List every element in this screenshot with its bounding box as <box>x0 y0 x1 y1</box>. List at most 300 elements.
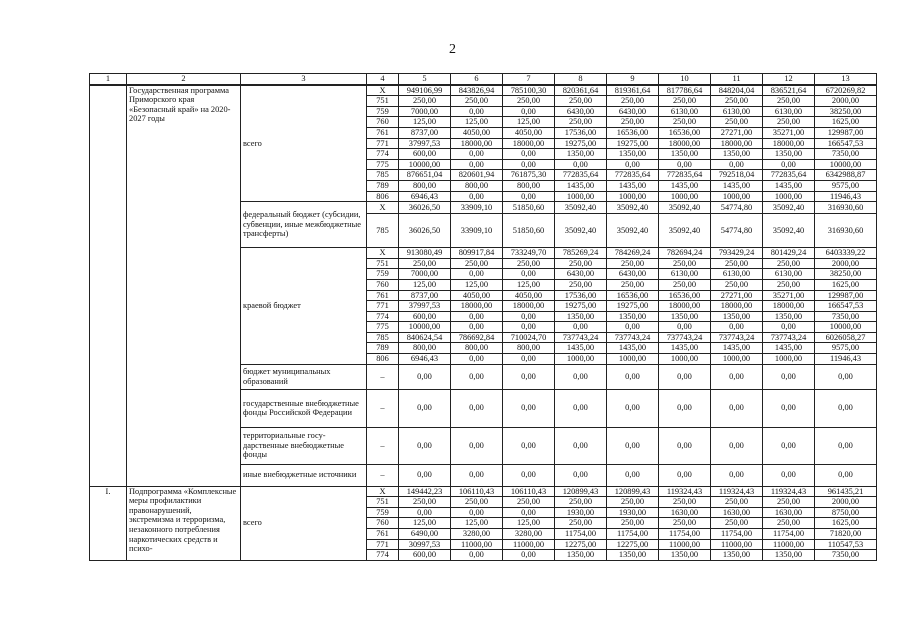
value-cell: 4050,00 <box>503 127 555 138</box>
value-cell: 0,00 <box>503 159 555 170</box>
value-cell: 761875,30 <box>503 170 555 181</box>
value-cell: 0,00 <box>399 464 451 486</box>
value-cell: 250,00 <box>607 279 659 290</box>
value-cell: 1435,00 <box>555 343 607 354</box>
value-cell: 0,00 <box>503 389 555 427</box>
value-cell: 600,00 <box>399 149 451 160</box>
value-cell: 1435,00 <box>607 343 659 354</box>
value-cell: 737743,24 <box>555 332 607 343</box>
value-cell: 35271,00 <box>763 127 815 138</box>
value-cell: 0,00 <box>555 427 607 464</box>
value-cell: 18000,00 <box>659 138 711 149</box>
value-cell: 843826,94 <box>451 85 503 96</box>
value-cell: 7350,00 <box>815 550 877 561</box>
value-cell: 1000,00 <box>763 191 815 202</box>
value-cell: 1350,00 <box>607 550 659 561</box>
value-cell: 16536,00 <box>659 127 711 138</box>
value-cell: 11000,00 <box>451 539 503 550</box>
value-cell: 33909,10 <box>451 214 503 248</box>
value-cell: 125,00 <box>503 279 555 290</box>
code-cell: – <box>367 464 399 486</box>
code-cell: 789 <box>367 180 399 191</box>
value-cell: 6130,00 <box>659 269 711 280</box>
value-cell: 250,00 <box>659 96 711 107</box>
value-cell: 1625,00 <box>815 117 877 128</box>
value-cell: 18000,00 <box>451 138 503 149</box>
column-number: 1 <box>90 74 127 85</box>
value-cell: 0,00 <box>503 354 555 365</box>
value-cell: 2000,00 <box>815 497 877 508</box>
funding-source-cell: государственные внебюджетные фонды Российской Федерации <box>241 389 367 427</box>
value-cell: 0,00 <box>503 191 555 202</box>
code-cell: 774 <box>367 149 399 160</box>
code-cell: 785 <box>367 214 399 248</box>
column-number: 11 <box>711 74 763 85</box>
column-number: 10 <box>659 74 711 85</box>
value-cell: 125,00 <box>399 279 451 290</box>
value-cell: 0,00 <box>451 311 503 322</box>
value-cell: 250,00 <box>399 258 451 269</box>
row-number-cell <box>90 85 127 486</box>
value-cell: 27271,00 <box>711 290 763 301</box>
value-cell: 0,00 <box>763 322 815 333</box>
value-cell: 18000,00 <box>451 301 503 312</box>
value-cell: 801429,24 <box>763 248 815 259</box>
value-cell: 792518,04 <box>711 170 763 181</box>
value-cell: 18000,00 <box>763 138 815 149</box>
value-cell: 12275,00 <box>607 539 659 550</box>
value-cell: 2000,00 <box>815 96 877 107</box>
value-cell: 1350,00 <box>711 311 763 322</box>
value-cell: 2000,00 <box>815 258 877 269</box>
value-cell: 0,00 <box>503 364 555 389</box>
value-cell: 11754,00 <box>763 529 815 540</box>
value-cell: 733249,70 <box>503 248 555 259</box>
value-cell: 11000,00 <box>763 539 815 550</box>
value-cell: 19275,00 <box>607 138 659 149</box>
value-cell: 1435,00 <box>711 180 763 191</box>
value-cell: 18000,00 <box>763 301 815 312</box>
value-cell: 0,00 <box>815 427 877 464</box>
value-cell: 51850,60 <box>503 214 555 248</box>
code-cell: 751 <box>367 96 399 107</box>
value-cell: 33909,10 <box>451 202 503 214</box>
value-cell: 250,00 <box>711 96 763 107</box>
value-cell: 120899,43 <box>607 486 659 497</box>
value-cell: 737743,24 <box>711 332 763 343</box>
value-cell: 35092,40 <box>659 214 711 248</box>
value-cell: 737743,24 <box>659 332 711 343</box>
code-cell: 785 <box>367 170 399 181</box>
value-cell: 819361,64 <box>607 85 659 96</box>
table-header <box>89 73 877 85</box>
code-cell: 759 <box>367 106 399 117</box>
value-cell: 18000,00 <box>711 138 763 149</box>
value-cell: 149442,23 <box>399 486 451 497</box>
value-cell: 250,00 <box>763 117 815 128</box>
value-cell: 54774,80 <box>711 214 763 248</box>
value-cell: 0,00 <box>503 464 555 486</box>
value-cell: 250,00 <box>555 117 607 128</box>
value-cell: 1000,00 <box>659 354 711 365</box>
value-cell: 0,00 <box>451 322 503 333</box>
value-cell: 600,00 <box>399 550 451 561</box>
column-number: 5 <box>399 74 451 85</box>
value-cell: 250,00 <box>607 518 659 529</box>
table-body <box>89 85 868 561</box>
value-cell: 250,00 <box>555 258 607 269</box>
value-cell: 10000,00 <box>815 322 877 333</box>
code-cell: 760 <box>367 279 399 290</box>
value-cell: 17536,00 <box>555 127 607 138</box>
value-cell: 0,00 <box>659 427 711 464</box>
code-cell: 789 <box>367 343 399 354</box>
value-cell: 250,00 <box>503 96 555 107</box>
value-cell: 0,00 <box>451 507 503 518</box>
value-cell: 250,00 <box>763 279 815 290</box>
value-cell: 11000,00 <box>659 539 711 550</box>
value-cell: 6430,00 <box>607 269 659 280</box>
code-cell: 771 <box>367 138 399 149</box>
value-cell: 0,00 <box>607 322 659 333</box>
value-cell: 6430,00 <box>555 106 607 117</box>
value-cell: 1630,00 <box>659 507 711 518</box>
value-cell: 7000,00 <box>399 269 451 280</box>
code-cell: X <box>367 202 399 214</box>
value-cell: 125,00 <box>399 117 451 128</box>
value-cell: 0,00 <box>711 389 763 427</box>
value-cell: 1435,00 <box>711 343 763 354</box>
value-cell: 6342988,87 <box>815 170 877 181</box>
value-cell: 35092,40 <box>763 202 815 214</box>
value-cell: 0,00 <box>555 389 607 427</box>
value-cell: 250,00 <box>399 497 451 508</box>
value-cell: 0,00 <box>555 464 607 486</box>
value-cell: 1435,00 <box>555 180 607 191</box>
value-cell: 35092,40 <box>607 214 659 248</box>
value-cell: 0,00 <box>763 389 815 427</box>
value-cell: 820361,64 <box>555 85 607 96</box>
value-cell: 1930,00 <box>607 507 659 518</box>
value-cell: 1000,00 <box>763 354 815 365</box>
program-title-cell: Государственная программа Приморского края «Безопасный край» на 2020-2027 годы <box>127 85 241 486</box>
value-cell: 6490,00 <box>399 529 451 540</box>
value-cell: 1000,00 <box>711 354 763 365</box>
value-cell: 800,00 <box>451 180 503 191</box>
column-number: 6 <box>451 74 503 85</box>
value-cell: 0,00 <box>763 464 815 486</box>
value-cell: 1000,00 <box>659 191 711 202</box>
code-cell: 806 <box>367 191 399 202</box>
value-cell: 1350,00 <box>607 149 659 160</box>
value-cell: 793429,24 <box>711 248 763 259</box>
value-cell: 913080,49 <box>399 248 451 259</box>
value-cell: 166547,53 <box>815 138 877 149</box>
value-cell: 250,00 <box>711 279 763 290</box>
value-cell: 772835,64 <box>555 170 607 181</box>
value-cell: 772835,64 <box>763 170 815 181</box>
value-cell: 19275,00 <box>555 138 607 149</box>
column-number: 13 <box>815 74 877 85</box>
value-cell: 10000,00 <box>815 159 877 170</box>
value-cell: 250,00 <box>659 279 711 290</box>
value-cell: 6130,00 <box>763 106 815 117</box>
value-cell: 11754,00 <box>659 529 711 540</box>
value-cell: 18000,00 <box>711 301 763 312</box>
value-cell: 1350,00 <box>607 311 659 322</box>
code-cell: – <box>367 364 399 389</box>
value-cell: 250,00 <box>555 96 607 107</box>
value-cell: 809917,84 <box>451 248 503 259</box>
value-cell: 0,00 <box>711 364 763 389</box>
value-cell: 0,00 <box>399 364 451 389</box>
value-cell: 9575,00 <box>815 343 877 354</box>
program-block <box>89 85 877 487</box>
value-cell: 119324,43 <box>763 486 815 497</box>
value-cell: 4050,00 <box>451 127 503 138</box>
value-cell: 1435,00 <box>763 180 815 191</box>
value-cell: 250,00 <box>659 518 711 529</box>
row-number-cell: I. <box>90 486 127 560</box>
value-cell: 0,00 <box>607 159 659 170</box>
value-cell: 0,00 <box>555 159 607 170</box>
value-cell: 1350,00 <box>711 149 763 160</box>
value-cell: 0,00 <box>503 322 555 333</box>
value-cell: 18000,00 <box>659 301 711 312</box>
value-cell: 250,00 <box>763 96 815 107</box>
subprogram-block <box>89 486 877 561</box>
value-cell: 11000,00 <box>503 539 555 550</box>
value-cell: 37997,53 <box>399 301 451 312</box>
value-cell: 19275,00 <box>555 301 607 312</box>
column-number: 4 <box>367 74 399 85</box>
value-cell: 0,00 <box>815 464 877 486</box>
value-cell: 848204,04 <box>711 85 763 96</box>
value-cell: 19275,00 <box>607 301 659 312</box>
value-cell: 1930,00 <box>555 507 607 518</box>
value-cell: 6430,00 <box>555 269 607 280</box>
value-cell: 250,00 <box>555 279 607 290</box>
value-cell: 840624,54 <box>399 332 451 343</box>
value-cell: 3280,00 <box>451 529 503 540</box>
value-cell: 1350,00 <box>763 311 815 322</box>
value-cell: 0,00 <box>711 464 763 486</box>
value-cell: 110547,53 <box>815 539 877 550</box>
value-cell: 1350,00 <box>555 550 607 561</box>
value-cell: 800,00 <box>399 343 451 354</box>
column-number: 9 <box>607 74 659 85</box>
code-cell: X <box>367 85 399 96</box>
value-cell: 1435,00 <box>763 343 815 354</box>
value-cell: 6430,00 <box>607 106 659 117</box>
value-cell: 16536,00 <box>659 290 711 301</box>
value-cell: 6130,00 <box>659 106 711 117</box>
budget-table <box>89 73 868 561</box>
value-cell: 16536,00 <box>607 290 659 301</box>
table-row <box>90 85 877 96</box>
code-cell: 806 <box>367 354 399 365</box>
code-cell: 761 <box>367 290 399 301</box>
value-cell: 6946,43 <box>399 191 451 202</box>
value-cell: 1350,00 <box>659 311 711 322</box>
value-cell: 0,00 <box>607 464 659 486</box>
value-cell: 782694,24 <box>659 248 711 259</box>
value-cell: 0,00 <box>503 311 555 322</box>
value-cell: 1435,00 <box>659 343 711 354</box>
value-cell: 36026,50 <box>399 202 451 214</box>
value-cell: 0,00 <box>763 364 815 389</box>
table-row <box>90 486 877 497</box>
value-cell: 18000,00 <box>503 138 555 149</box>
value-cell: 0,00 <box>503 550 555 561</box>
value-cell: 961435,21 <box>815 486 877 497</box>
code-cell: 759 <box>367 269 399 280</box>
value-cell: 1625,00 <box>815 279 877 290</box>
value-cell: 4050,00 <box>503 290 555 301</box>
value-cell: 0,00 <box>451 364 503 389</box>
column-number: 3 <box>241 74 367 85</box>
code-cell: 771 <box>367 539 399 550</box>
value-cell: 737743,24 <box>763 332 815 343</box>
value-cell: 1435,00 <box>607 180 659 191</box>
value-cell: 11754,00 <box>607 529 659 540</box>
value-cell: 772835,64 <box>659 170 711 181</box>
value-cell: 35092,40 <box>607 202 659 214</box>
value-cell: 106110,43 <box>451 486 503 497</box>
column-number: 8 <box>555 74 607 85</box>
value-cell: 800,00 <box>503 343 555 354</box>
value-cell: 35092,40 <box>555 202 607 214</box>
value-cell: 786692,84 <box>451 332 503 343</box>
value-cell: 250,00 <box>555 497 607 508</box>
value-cell: 30997,53 <box>399 539 451 550</box>
code-cell: 751 <box>367 497 399 508</box>
code-cell: – <box>367 389 399 427</box>
value-cell: 785100,30 <box>503 85 555 96</box>
value-cell: 250,00 <box>451 258 503 269</box>
value-cell: 38250,00 <box>815 106 877 117</box>
value-cell: 250,00 <box>711 518 763 529</box>
value-cell: 1350,00 <box>555 149 607 160</box>
value-cell: 125,00 <box>451 117 503 128</box>
program-title-cell: Подпрограмма «Комплексные меры профилактики правонарушений, экстремизма и терроризма, незаконного потребления наркотических средств и психо- <box>127 486 241 560</box>
value-cell: 8737,00 <box>399 290 451 301</box>
value-cell: 36026,50 <box>399 214 451 248</box>
value-cell: 125,00 <box>451 518 503 529</box>
code-cell: 759 <box>367 507 399 518</box>
value-cell: 3280,00 <box>503 529 555 540</box>
value-cell: 0,00 <box>451 464 503 486</box>
value-cell: 250,00 <box>711 117 763 128</box>
value-cell: 125,00 <box>451 279 503 290</box>
value-cell: 1000,00 <box>711 191 763 202</box>
value-cell: 125,00 <box>503 518 555 529</box>
value-cell: 0,00 <box>659 322 711 333</box>
value-cell: 800,00 <box>399 180 451 191</box>
value-cell: 8737,00 <box>399 127 451 138</box>
value-cell: 0,00 <box>711 322 763 333</box>
value-cell: 10000,00 <box>399 159 451 170</box>
value-cell: 18000,00 <box>503 301 555 312</box>
value-cell: 11000,00 <box>711 539 763 550</box>
value-cell: 35092,40 <box>659 202 711 214</box>
value-cell: 250,00 <box>607 117 659 128</box>
value-cell: 1625,00 <box>815 518 877 529</box>
value-cell: 820601,94 <box>451 170 503 181</box>
value-cell: 6130,00 <box>711 269 763 280</box>
value-cell: 27271,00 <box>711 127 763 138</box>
value-cell: 250,00 <box>763 497 815 508</box>
value-cell: 125,00 <box>399 518 451 529</box>
value-cell: 250,00 <box>659 117 711 128</box>
funding-source-cell: территориальные государственные внебюджетные фонды <box>241 427 367 464</box>
value-cell: 817786,64 <box>659 85 711 96</box>
value-cell: 250,00 <box>711 258 763 269</box>
column-number: 2 <box>127 74 241 85</box>
code-cell: – <box>367 427 399 464</box>
value-cell: 8750,00 <box>815 507 877 518</box>
value-cell: 836521,64 <box>763 85 815 96</box>
value-cell: 0,00 <box>659 389 711 427</box>
value-cell: 7350,00 <box>815 149 877 160</box>
value-cell: 250,00 <box>659 497 711 508</box>
value-cell: 120899,43 <box>555 486 607 497</box>
value-cell: 250,00 <box>659 258 711 269</box>
column-number: 7 <box>503 74 555 85</box>
value-cell: 0,00 <box>607 427 659 464</box>
value-cell: 7350,00 <box>815 311 877 322</box>
value-cell: 0,00 <box>815 364 877 389</box>
value-cell: 0,00 <box>399 427 451 464</box>
value-cell: 0,00 <box>451 159 503 170</box>
value-cell: 0,00 <box>503 427 555 464</box>
value-cell: 35092,40 <box>763 214 815 248</box>
code-cell: 760 <box>367 518 399 529</box>
value-cell: 250,00 <box>607 497 659 508</box>
value-cell: 51850,60 <box>503 202 555 214</box>
value-cell: 250,00 <box>399 96 451 107</box>
funding-source-cell: бюджет муниципальных образований <box>241 364 367 389</box>
value-cell: 1630,00 <box>711 507 763 518</box>
value-cell: 0,00 <box>711 159 763 170</box>
value-cell: 9575,00 <box>815 180 877 191</box>
value-cell: 250,00 <box>607 96 659 107</box>
value-cell: 800,00 <box>503 180 555 191</box>
value-cell: 17536,00 <box>555 290 607 301</box>
value-cell: 250,00 <box>763 258 815 269</box>
value-cell: 11946,43 <box>815 354 877 365</box>
value-cell: 250,00 <box>451 96 503 107</box>
code-cell: 761 <box>367 529 399 540</box>
value-cell: 10000,00 <box>399 322 451 333</box>
value-cell: 772835,64 <box>607 170 659 181</box>
code-cell: 774 <box>367 311 399 322</box>
value-cell: 0,00 <box>659 364 711 389</box>
value-cell: 11754,00 <box>555 529 607 540</box>
value-cell: 6130,00 <box>711 106 763 117</box>
value-cell: 0,00 <box>503 149 555 160</box>
value-cell: 1350,00 <box>659 149 711 160</box>
value-cell: 6026058,27 <box>815 332 877 343</box>
page-number: 2 <box>449 42 456 57</box>
value-cell: 600,00 <box>399 311 451 322</box>
value-cell: 0,00 <box>711 427 763 464</box>
value-cell: 250,00 <box>451 497 503 508</box>
value-cell: 1630,00 <box>763 507 815 518</box>
code-cell: 771 <box>367 301 399 312</box>
value-cell: 1435,00 <box>659 180 711 191</box>
value-cell: 0,00 <box>451 389 503 427</box>
